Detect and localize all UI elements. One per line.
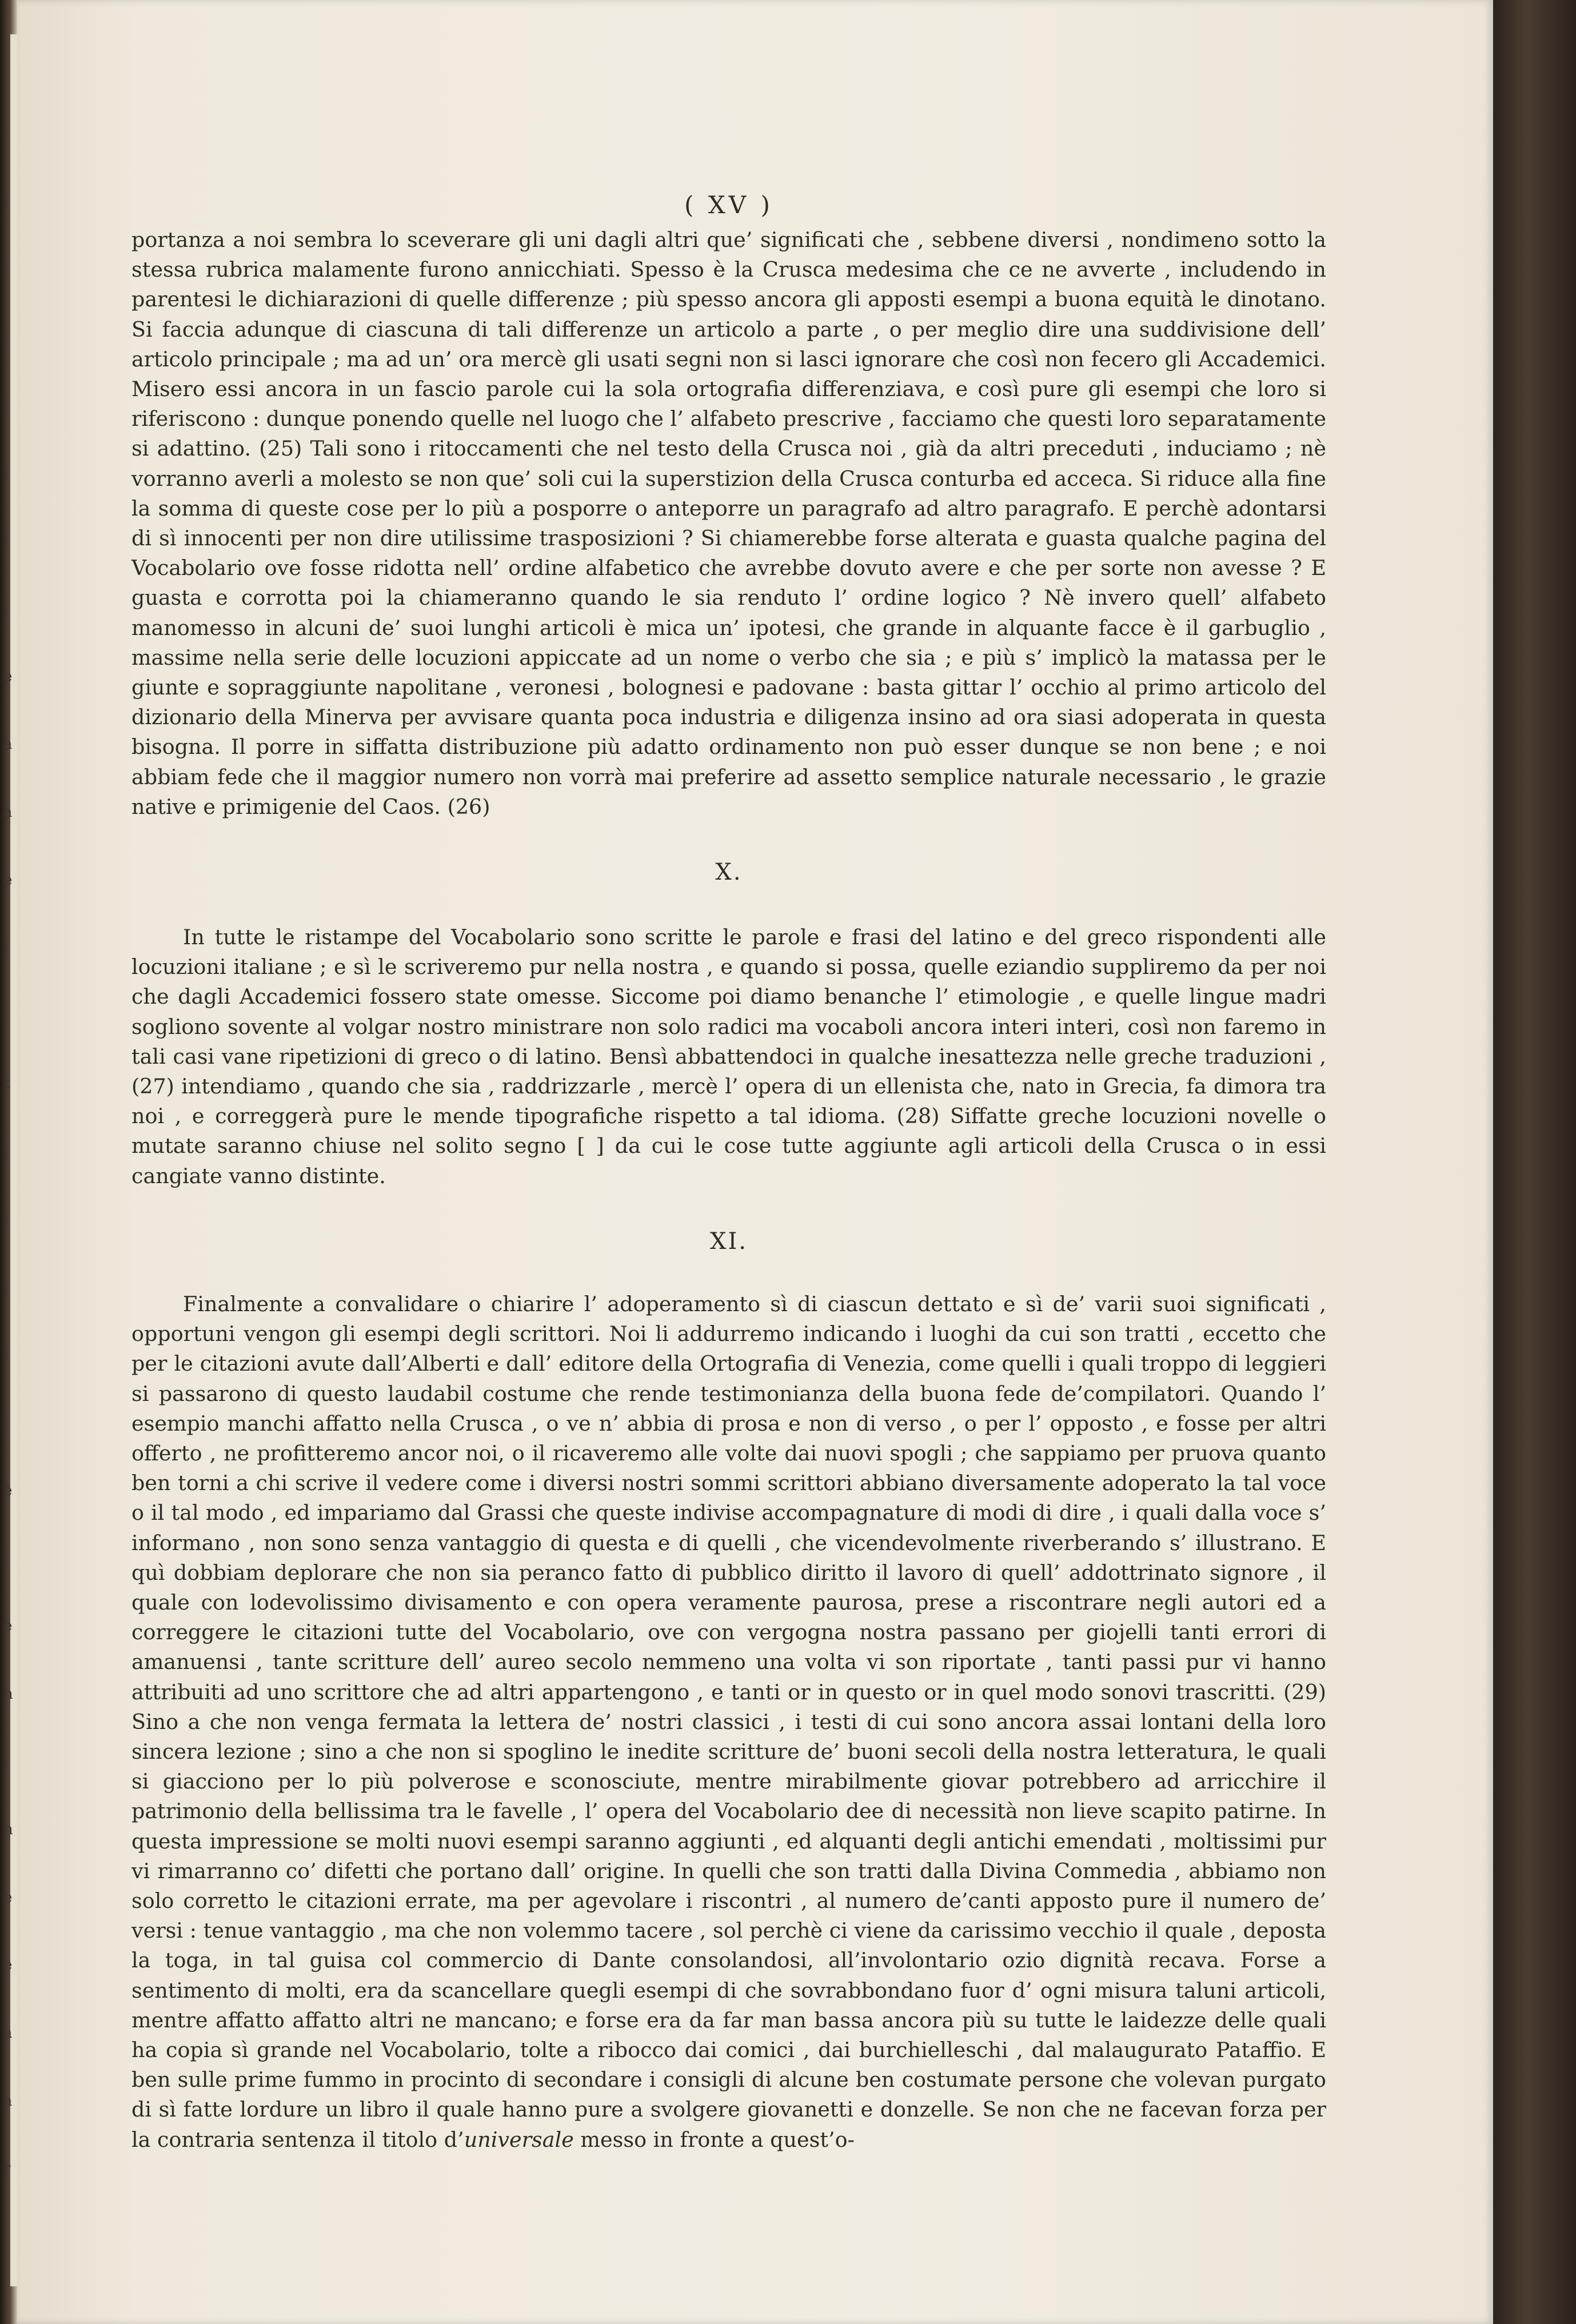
page-text-block bbox=[131, 189, 1326, 2155]
margin-fragment: e bbox=[3, 1618, 13, 1635]
section-x-heading: X. bbox=[715, 859, 743, 886]
margin-fragment: e bbox=[3, 1956, 13, 1974]
margin-fragment: l bbox=[3, 532, 9, 549]
margin-fragment: è bbox=[3, 1482, 13, 1499]
margin-fragment: l bbox=[3, 329, 9, 346]
section-x-paragraph: In tutte le ristampe del Vocabolario sono scritte le parole e frasi del latino e del greco rispondenti alle locuzioni italiane ; e sì le scriveremo pur nella nostra , e quando si possa, quelle eziandio suppliremo da per noi che dagli Accademici fossero state omesse. Siccome poi diamo benanche l’ etimologie , e quelle lingue madri sogliono sovente al volgar nostro ministrare non solo radici ma vocaboli ancora interi interi, così non faremo in tali casi vane ripetizioni di greco o di latino. Bensì abbattendoci in qualche inesattezza nelle greche traduzioni , (27) intendiamo , quando che sia , raddrizzarle , mercè l’ opera di un ellenista che, nato in Grecia, fa dimora tra noi , e correggerà pure le mende tipografiche rispetto a tal idioma. (28) Siffatte greche locuzioni novelle o mutate saranno chiuse nel solito segno [ ] da cui le cose tutte aggiunte agli articoli della Crusca o in essi cangiate vanno distinte. bbox=[131, 925, 1326, 1188]
margin-fragment: i bbox=[3, 600, 9, 617]
margin-fragment: i bbox=[3, 1211, 9, 1228]
margin-fragment: a bbox=[3, 804, 13, 821]
margin-fragment: i bbox=[3, 1753, 9, 1770]
margin-fragment: r bbox=[3, 2160, 11, 2177]
margin-fragment: l bbox=[3, 1007, 9, 1024]
margin-fragment: i bbox=[3, 1143, 9, 1160]
margin-fragment: i bbox=[3, 1279, 9, 1296]
section-xi-heading: XI. bbox=[710, 1228, 748, 1255]
margin-fragment: t bbox=[3, 1075, 10, 1092]
margin-fragment: i bbox=[3, 939, 9, 956]
section-xi-text-tail: messo in fronte a quest’o- bbox=[573, 2127, 855, 2152]
margin-fragment: i bbox=[3, 397, 9, 414]
margin-fragment: a bbox=[3, 2093, 13, 2110]
italic-word-universale: universale bbox=[464, 2127, 574, 2152]
margin-fragment: i bbox=[3, 465, 9, 482]
facing-page-letter-fragments bbox=[3, 194, 17, 2252]
margin-fragment: e bbox=[3, 668, 13, 685]
page-number: ( XV ) bbox=[684, 191, 773, 219]
margin-fragment: a bbox=[3, 2024, 13, 2042]
section-xi-paragraph bbox=[131, 1289, 1326, 2155]
margin-fragment: a bbox=[3, 736, 13, 753]
section-xi-text-main: Finalmente a convalidare o chiarire l’ adoperamento sì di ciascun dettato e sì de’ varii suoi significati , opportuni vengon gli esempi degli scrittori. Noi li addurremo indicando i luoghi da cui son tratti , eccetto che per le citazioni avute dall’Alberti e dall’ editore della Ortografia di Venezia, come quelli i quali troppo di leggieri si passarono di questo laudabil costume che rende testimonianza della buona fede de’compilatori. Quando l’ esempio manchi affatto nella Crusca , o ve n’ abbia di prosa e non di verso , o per l’ opposto , e fosse per altri offerto , ne profitteremo ancor noi, o il ricaveremo alle volte dai nuovi spogli ; che sappiamo per pruova quanto ben torni a chi scrive il vedere come i diversi nostri sommi scrittori abbiano diversamente adoperato la tal voce o il tal modo , ed impariamo dal Grassi che queste indivise accompagnature di modi di dire , i quali dalla voce s’ informano , non sono senza vantaggio di questa e di quelli , che vicendevolmente riverberando s’ illustrano. E quì dobbiam deplorare che non sia peranco fatto di pubblico diritto il lavoro di quell’ addottrinato signore , il quale con lodevolissimo divisamento e con opera veramente paurosa, prese a riscontrare negli autori ed a correggere le citazioni tutte del Vocabolario, ove con vergogna nostra passano per giojelli tanti errori di amanuensi , tante scritture dell’ aureo secolo nemmeno una volta vi son riportate , tanti passi pur vi hanno attribuiti ad uno scrittore che ad altri appartengono , e tanti or in questo or in quel modo sonovi trascritti. (29) Sino a che non venga fermata la lettera de’ nostri classici , i testi di cui sono ancora assai lontani della loro sincera lezione ; sino a che non si spoglino le inedite scritture de’ buoni secoli della nostra letteratura, le quali si giacciono per lo più polverose e sconosciute, mentre mirabilmente giovar potrebbero ad arricchire il patrimonio della bellissima tra le favelle , l’ opera del Vocabolario dee di necessità non lieve scapito patirne. In questa impressione se molti nuovi esempi saranno aggiunti , ed alquanti degli antichi emendati , moltissimi pur vi rimarranno co’ difetti che portano dall’ origine. In quelli che son tratti dalla Divina Commedia , abbiamo non solo corretto le citazioni errate, ma per agevolare i riscontri , al numero de’canti apposto pure il numero de’ versi : tenue vantaggio , ma che non volemmo tacere , sol perchè ci viene da carissimo vecchio il quale , deposta la toga, in tal guisa col commercio di Dante consolandosi, all’involontario ozio dignità recava. Forse a sentimento di molti, era da scancellare quegli esempi di che sovrabbondano fuor d’ ogni misura taluni articoli, mentre affatto affatto altri ne mancano; e forse era da far man bassa ancora più su tutte le laidezze delle quali ha copia sì grande nel Vocabolario, tolte a ribocco dai comici , dai burchielleschi , dal malaugurato Pataffio. E ben sulle prime fummo in procinto di secondare i consigli di alcune ben costumate persone che volevan purgato di sì fatte lordure un libro il quale hanno pure a svolgere giovanetti e donzelle. Se non che ne facevan forza per la contraria sentenza il titolo d’ bbox=[131, 1291, 1326, 2152]
margin-fragment: i bbox=[3, 1346, 9, 1363]
margin-fragment: i bbox=[3, 193, 9, 210]
margin-fragment: e bbox=[3, 1889, 13, 1906]
margin-fragment: n bbox=[3, 1686, 13, 1703]
margin-fragment: i bbox=[3, 261, 9, 278]
page-edge-shadow bbox=[1493, 0, 1576, 2324]
margin-fragment: i bbox=[3, 1414, 9, 1431]
margin-fragment: n bbox=[3, 1821, 13, 1838]
section-ix-continuation-paragraph: portanza a noi sembra lo sceverare gli uni dagli altri que’ significati che , sebbene diversi , nondimeno sotto la stessa rubrica malamente furono annicchiati. Spesso è la Crusca medesima che ce ne avverte , includendo in parentesi le dichiarazioni di quelle differenze ; più spesso ancora gli apposti esempi a buona equità le dinotano. Si faccia adunque di ciascuna di tali differenze un articolo a parte , o per meglio dire una suddivisione dell’ articolo principale ; ma ad un’ ora mercè gli usati segni non si lasci ignorare che così non fecero gli Accademici. Misero essi ancora in un fascio parole cui la sola ortografia differenziava, e così pure gli esempi che loro si riferiscono : dunque ponendo quelle nel luogo che l’ alfabeto prescrive , facciamo che questi loro separatamente si adattino. (25) Tali sono i ritoccamenti che nel testo della Crusca noi , già da altri preceduti , induciamo ; nè vorranno averli a molesto se non que’ soli cui la superstizion della Crusca conturba ed acceca. Si riduce alla fine la somma di queste cose per lo più a posporre o anteporre un paragrafo ad altro paragrafo. E perchè adontarsi di sì innocenti per non dire utilissime trasposizioni ? Si chiamerebbe forse alterata e guasta qualche pagina del Vocabolario ove fosse ridotta nell’ ordine alfabetico che avrebbe dovuto avere e che per sorte non avesse ? E guasta e corrotta poi la chiameranno quando le sia renduto l’ ordine logico ? Nè invero quell’ alfabeto manomesso in alcuni de’ suoi lunghi articoli è mica un’ ipotesi, che grande in alquante facce è il garbuglio , massime nella serie delle locuzioni appiccate ad un nome o verbo che sia ; e più s’ implicò la matassa per le giunte e sopraggiunte napolitane , veronesi , bolognesi e padovane : basta gittar l’ occhio al primo articolo del dizionario della Minerva per avvisare quanta poca industria e diligenza insino ad ora siasi adoperata in questa bisogna. Il porre in siffatta distribuzione più adatto ordinamento non può esser dunque se non bene ; e noi abbiam fede che il maggior numero non vorrà mai preferire ad assetto semplice naturale necessario , le grazie native e primigenie del Caos. (26) bbox=[131, 227, 1326, 819]
margin-fragment: i bbox=[3, 1550, 9, 1567]
margin-fragment: e bbox=[3, 872, 13, 889]
book-page bbox=[17, 0, 1493, 2324]
